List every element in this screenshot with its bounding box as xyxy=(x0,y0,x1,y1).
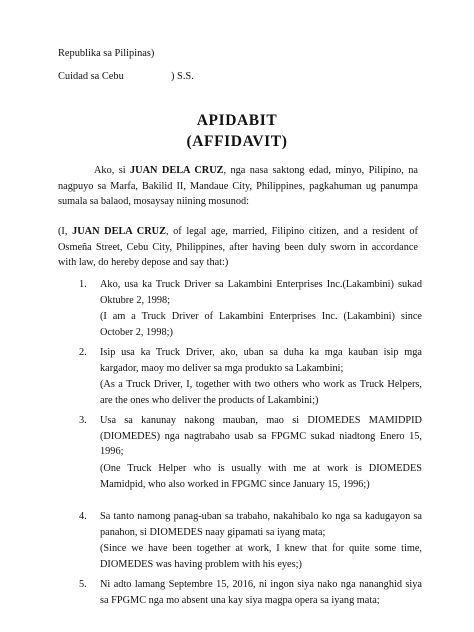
item-english: (I am a Truck Driver of Lakambini Enterprises Inc. (Lakambini) since October 2, 1998;) xyxy=(100,311,422,338)
intro-english xyxy=(58,224,418,271)
item-number: 1. xyxy=(79,279,87,290)
item-cebuano: Ako, usa ka Truck Driver sa Lakambini Enterprises Inc.(Lakambini) sukad Oktubre 2, 1998; xyxy=(100,279,422,306)
item-cebuano: Sa tanto namong panag-uban sa trabaho, nakahibalo ko nga sa kadugayon sa panahon, si DIOMEDES naay gipamati sa iyang mata; xyxy=(100,511,422,538)
list-item xyxy=(80,577,422,608)
list-item xyxy=(80,509,422,540)
item-number: 3. xyxy=(79,415,87,426)
document-subtitle: (AFFIDAVIT) xyxy=(186,133,288,150)
item-english: (As a Truck Driver, I, together with two others who work as Truck Helpers, are the ones who deliver the products of Lakambini;) xyxy=(100,379,422,406)
item-number: 5. xyxy=(79,579,87,590)
item-number: 4. xyxy=(79,511,87,522)
list-item xyxy=(80,277,422,308)
item-english: (Since we have been together at work, I knew that for quite some time, DIOMEDES was having problem with his eyes;) xyxy=(100,543,422,570)
intro-cebuano-post: , nga nasa saktong edad, minyo, Pilipino, na nagpuyo sa Marfa, Bakilid II, Mandaue City, Philippines, pagkahuman ug panumpa sumala sa balaod, mosaysay niining mosunod: xyxy=(58,165,418,207)
intro-english-pre: (I, xyxy=(58,226,73,237)
item-cebuano: Usa sa kanunay nakong mauban, mao si DIOMEDES MAMIDPID (DIOMEDES) nga nagtrabaho usab sa FPGMC sukad niadtong Enero 15, 1996; xyxy=(100,415,422,457)
caption-place: Cuidad sa Cebu xyxy=(58,71,124,82)
item-cebuano: Ni adto lamang Septembre 15, 2016, ni ingon siya nako nga nananghid siya sa FPGMC nga mo absent una kay siya magpa opera sa iyang mata; xyxy=(100,579,422,606)
caption-country: Republika sa Pilipinas) xyxy=(58,48,155,59)
affiant-name-english: JUAN DELA CRUZ xyxy=(72,226,166,237)
list-item xyxy=(80,413,422,460)
intro-cebuano-pre: Ako, si xyxy=(94,165,131,176)
intro-cebuano xyxy=(58,163,418,210)
document-title: APIDABIT xyxy=(196,112,278,129)
affiant-name: JUAN DELA CRUZ xyxy=(130,165,224,176)
intro-english-post: , of legal age, married, Filipino citizen, and a resident of Osmeña Street, Cebu City, Philippines, after having been duly sworn in accordance with law, do hereby depose and say that:) xyxy=(58,226,418,268)
item-cebuano: Isip usa ka Truck Driver, ako, uban sa duha ka mga kauban isip mga kargador, maoy mo deliver sa mga produkto sa Lakambini; xyxy=(100,347,422,374)
list-item xyxy=(80,345,422,376)
caption-ss: ) S.S. xyxy=(171,71,194,82)
item-number: 2. xyxy=(79,347,87,358)
item-english: (One Truck Helper who is usually with me at work is DIOMEDES Mamidpid, who also worked in FPGMC since January 15, 1996;) xyxy=(100,463,422,490)
